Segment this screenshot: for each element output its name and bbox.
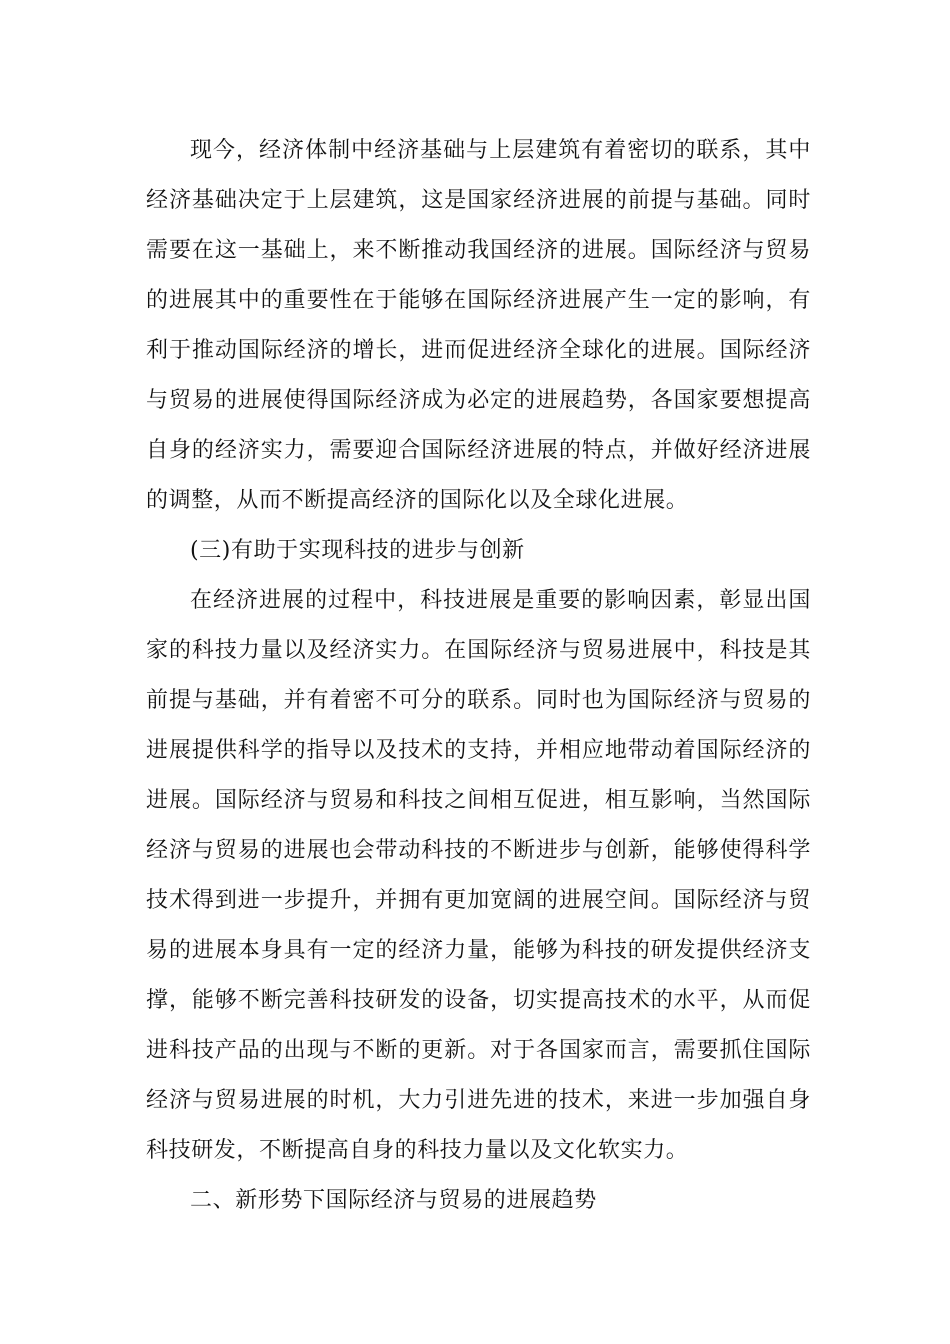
section-heading: 二、新形势下国际经济与贸易的进展趋势 <box>190 1188 597 1213</box>
body-paragraph: 在经济进展的过程中，科技进展是重要的影响因素，彰显出国家的科技力量以及经济实力。在国际经济与贸易进展中，科技是其前提与基础，并有着密不可分的联系。同时也为国际经济与贸易的进展提供科学的指导以及技术的支持，并相应地带动着国际经济的进展。国际经济与贸易和科技之间相互促进，相互影响，当然国际经济与贸易的进展也会带动科技的不断进步与创新，能够使得科学技术得到进一步提升，并拥有更加宽阔的进展空间。国际经济与贸易的进展本身具有一定的经济力量，能够为科技的研发提供经济支撑，能够不断完善科技研发的设备，切实提高技术的水平，从而促进科技产品的出现与不断的更新。对于各国家而言，需要抓住国际经济与贸易进展的时机，大力引进先进的技术，来进一步加强自身科技研发，不断提高自身的科技力量以及文化软实力。 <box>146 588 811 1163</box>
document-body <box>146 126 811 1226</box>
body-paragraph: 现今，经济体制中经济基础与上层建筑有着密切的联系，其中经济基础决定于上层建筑，这是国家经济进展的前提与基础。同时需要在这一基础上，来不断推动我国经济的进展。国际经济与贸易的进展其中的重要性在于能够在国际经济进展产生一定的影响，有利于推动国际经济的增长，进而促进经济全球化的进展。国际经济与贸易的进展使得国际经济成为必定的进展趋势，各国家要想提高自身的经济实力，需要迎合国际经济进展的特点，并做好经济进展的调整，从而不断提高经济的国际化以及全球化进展。 <box>146 138 811 513</box>
section-heading: (三)有助于实现科技的进步与创新 <box>190 538 525 563</box>
